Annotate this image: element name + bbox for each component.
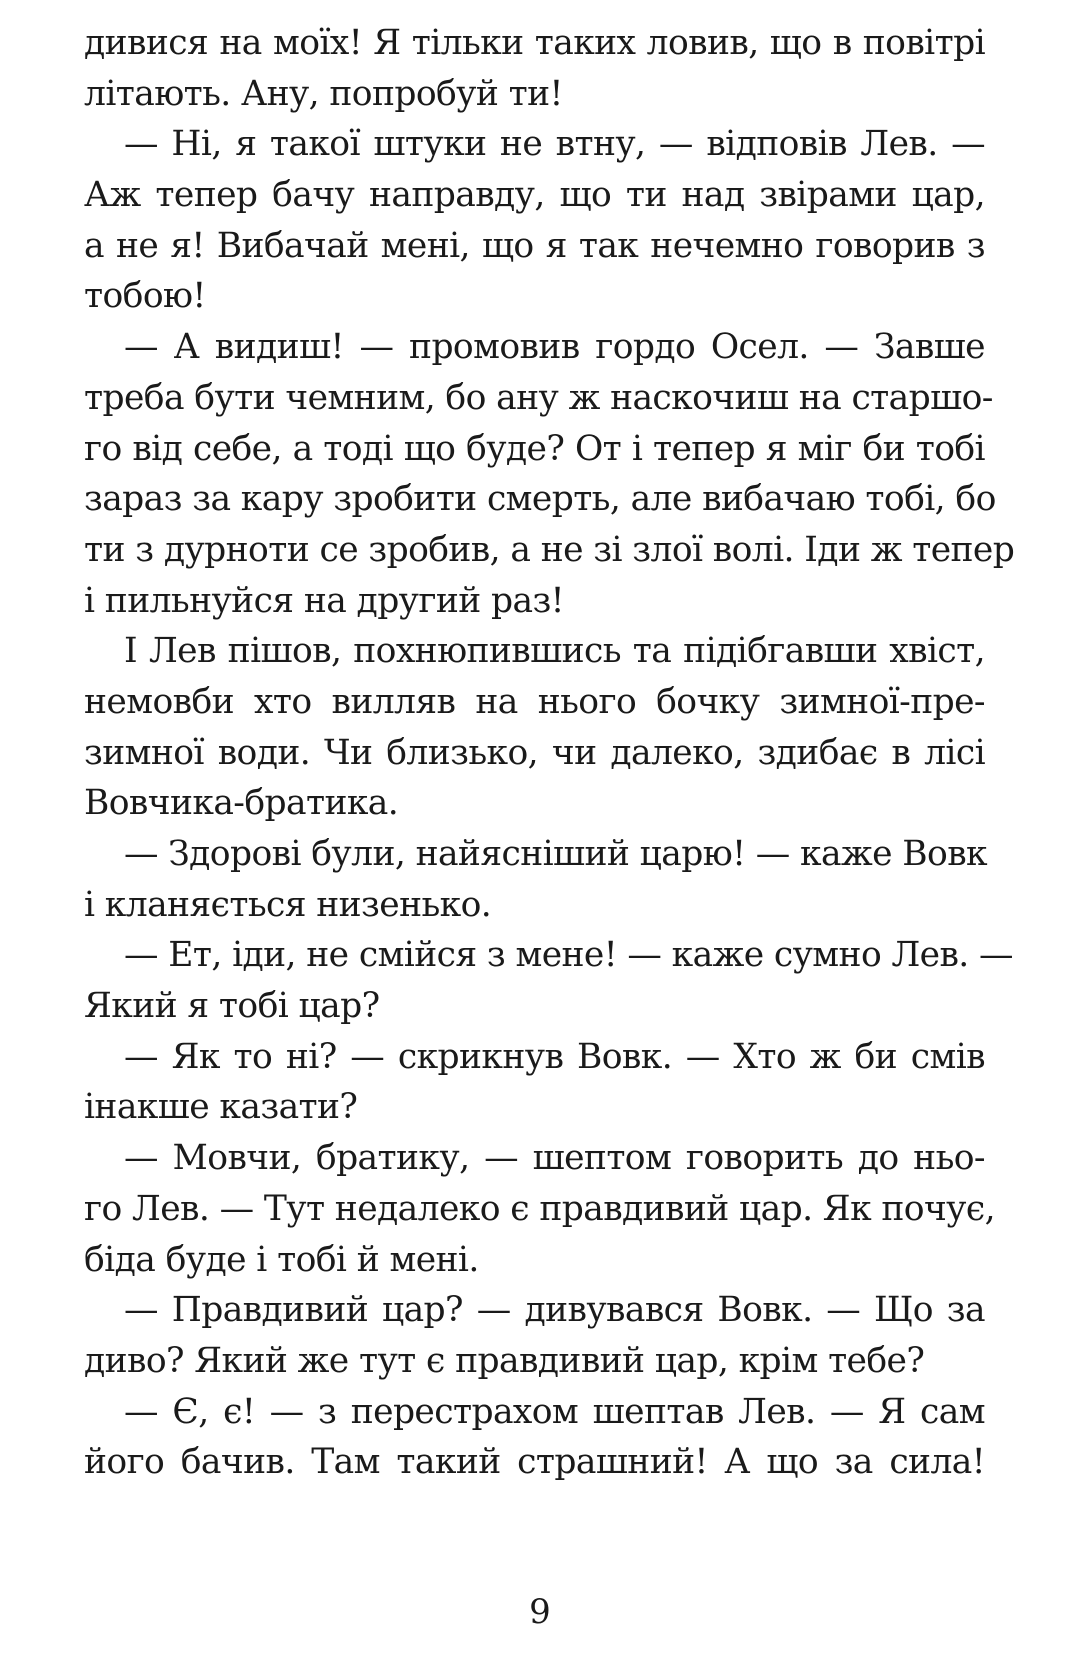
text-line: — Здорові були, найясніший царю! — каже Вовк [124,834,988,874]
text-line: Вовчика-братика. [84,783,399,824]
text-line: і пильнуйся на другий раз! [84,580,564,621]
text-line: ти з дурноти се зробив, а не зі злої волі. Іди ж тепер [84,529,1015,570]
text-line: треба бути чемним, бо ану ж наскочиш на старшо- [84,377,993,418]
text-line: і кланяється низенько. [84,884,492,925]
text-line: — Правдивий цар? — дивувався Вовк. — Що за [124,1290,985,1331]
text-line: немовби хто вилляв на нього бочку зимної-пре- [84,681,985,722]
text-line: його бачив. Там такий страшний! А що за сила! [84,1442,985,1483]
text-line: зимної води. Чи близько, чи далеко, здибає в лісі [84,732,985,773]
text-line: інакше казати? [84,1087,358,1128]
page-body-text [84,18,1015,1488]
text-line: літають. Ану, попробуй ти! [84,73,563,114]
text-line: — Є, є! — з перестрахом шептав Лев. — Я сам [124,1391,985,1432]
text-line: — Ет, іди, не смійся з мене! — каже сумно Лев. — [124,935,1013,976]
text-line: І Лев пішов, похнюпившись та підібгавши хвіст, [124,631,985,672]
text-line: Який я тобі цар? [84,986,380,1027]
text-line: — Як то ні? — скрикнув Вовк. — Хто ж би смів [124,1036,985,1077]
text-line: — Мовчи, братику, — шептом говорить до ньо- [124,1138,985,1179]
text-line: диво? Який же тут є правдивий цар, крім тебе? [84,1340,925,1381]
text-line: — Ні, я такої штуки не втну, — відповів Лев. — [124,124,985,165]
text-line: го від себе, а тоді що буде? От і тепер я міг би тобі [84,428,985,469]
text-line: а не я! Вибачай мені, що я так нечемно говорив з [84,225,985,266]
text-line: дивися на моїх! Я тільки таких ловив, що в повітрі [84,23,985,63]
page-number: 9 [529,1592,551,1632]
text-line: зараз за кару зробити смерть, але вибачаю тобі, бо [84,479,996,520]
text-line: біда буде і тобі й мені. [84,1239,479,1280]
text-line: го Лев. — Тут недалеко є правдивий цар. Як почує, [84,1188,995,1229]
text-line: Аж тепер бачу направду, що ти над звірами цар, [84,175,985,216]
text-line: — А видиш! — промовив гордо Осел. — Завше [124,327,985,368]
text-line: тобою! [84,276,206,317]
